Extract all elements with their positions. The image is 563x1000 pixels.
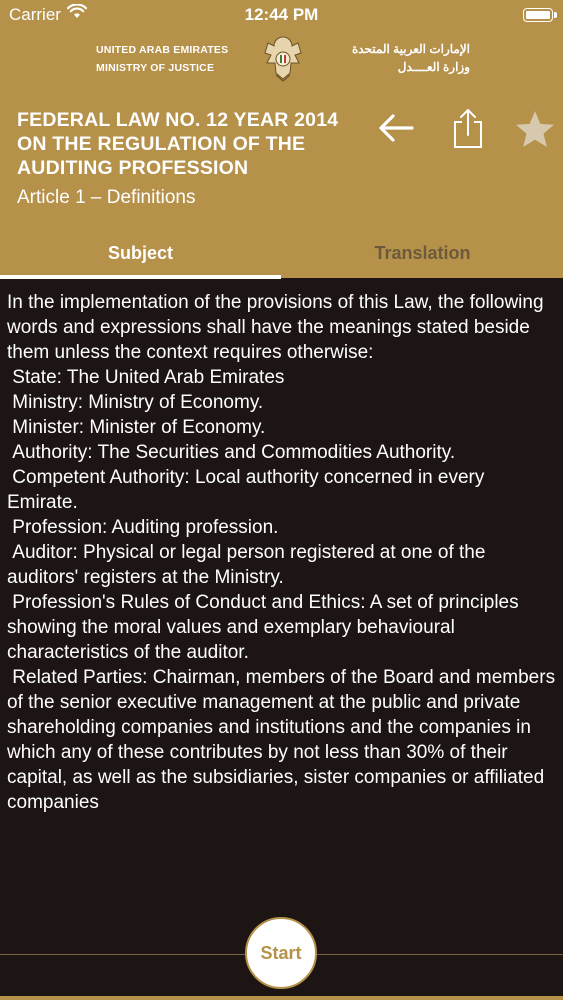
favorite-button[interactable]	[513, 108, 557, 152]
tab-subject[interactable]: Subject	[107, 243, 173, 263]
law-title: FEDERAL LAW NO. 12 YEAR 2014 ON THE REGULATION OF THE AUDITING PROFESSION	[17, 109, 339, 179]
share-icon	[446, 108, 490, 152]
share-button[interactable]	[446, 108, 490, 152]
status-time: 12:44 PM	[244, 5, 319, 24]
battery-icon	[523, 8, 553, 22]
ministry-name-arabic	[322, 40, 470, 76]
article-content: In the implementation of the provisions of this Law, the following words and expressions shall have the meanings stated beside them unless the context requires otherwise: State: The United Arab Emirates Ministry: Ministry of Economy. Minister: Minister of Economy. Authority: The Securities and Commodities Authority. Competent Authority: Local authority concerned in every Emirate. Profession: Auditing profession. Auditor: Physical or legal person registered at one of the auditors' registers at the Ministry. Profession's Rules of Conduct and Ethics: A set of principles showing the moral values and exemplary behavioural characteristics of the auditor. Related Parties: Chairman, members of the Board and members of the senior executive management at the public and private shareholding companies and institutions and the companies in which any of these contributes by not less than 30% of their capital, as well as the subsidiaries, sister companies or affiliated companies	[7, 292, 556, 813]
active-tab-indicator	[0, 275, 281, 279]
ministry-en-line2: MINISTRY OF JUSTICE	[96, 62, 215, 74]
tab-bar	[0, 235, 563, 278]
star-icon	[513, 108, 557, 152]
tab-translation[interactable]: Translation	[374, 243, 471, 263]
start-button[interactable]: Start	[245, 917, 317, 989]
ministry-en-line1: UNITED ARAB EMIRATES	[96, 44, 229, 56]
back-button[interactable]	[374, 108, 418, 152]
carrier-label: Carrier	[9, 5, 61, 24]
status-bar	[0, 0, 563, 30]
back-arrow-icon	[374, 108, 418, 152]
ministry-name-english	[96, 41, 228, 77]
ministry-ar-line2: وزارة العــــدل	[397, 60, 470, 74]
article-title: Article 1 – Definitions	[17, 187, 196, 208]
bottom-accent-bar	[0, 996, 563, 1000]
ministry-ar-line1: الإمارات العربية المتحدة	[351, 42, 470, 56]
uae-emblem-icon	[262, 33, 304, 83]
